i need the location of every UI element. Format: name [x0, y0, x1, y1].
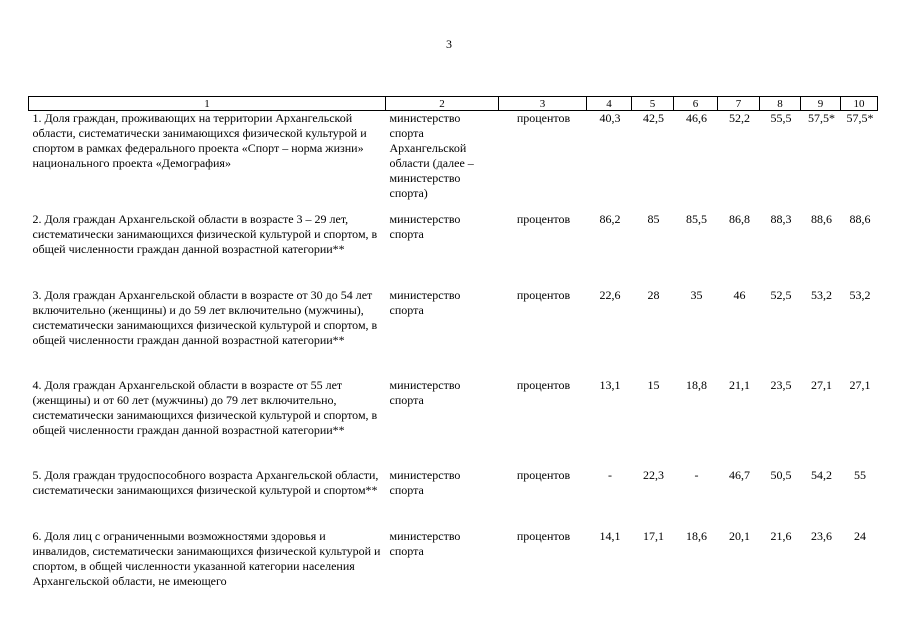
indicator-value: 18,8: [686, 378, 707, 392]
responsible-ministry: министерство спорта: [389, 468, 461, 497]
column-header: 10: [841, 97, 878, 111]
indicator-value: 86,8: [729, 212, 750, 226]
indicator-value: 35: [690, 288, 703, 302]
column-header: 5: [632, 97, 674, 111]
table-row: [29, 212, 878, 288]
indicator-value: 55: [854, 468, 866, 482]
indicator-value: 27,1: [849, 378, 871, 392]
table-row: [29, 111, 878, 213]
indicator-value: 54,2: [811, 468, 832, 482]
indicator-value: 57,5*: [808, 111, 835, 125]
responsible-ministry: министерство спорта Архангельской области (далее – министерство спорта): [389, 111, 474, 200]
table-header-row: [29, 97, 878, 111]
indicator-value: 53,2: [811, 288, 832, 302]
indicator-value: 46: [733, 288, 746, 302]
column-header: 9: [801, 97, 841, 111]
indicator-name: 2. Доля граждан Архангельской области в возрасте 3 – 29 лет, систематически занимающихся физической культурой и спортом, в общей численности граждан данной возрастной категории**: [32, 212, 378, 256]
indicator-value: 55,5: [770, 111, 792, 125]
indicator-value: 88,3: [770, 212, 792, 226]
unit-of-measure: процентов: [516, 288, 571, 302]
unit-of-measure: процентов: [516, 468, 571, 482]
indicator-value: 28: [647, 288, 660, 302]
unit-of-measure: процентов: [516, 378, 571, 392]
indicator-value: 13,1: [599, 378, 621, 392]
indicator-value: 46,6: [686, 111, 707, 125]
column-header: 2: [386, 97, 499, 111]
indicator-value: 17,1: [643, 529, 664, 543]
indicator-value: 52,2: [729, 111, 750, 125]
indicator-value: 24: [854, 529, 866, 543]
responsible-ministry: министерство спорта: [389, 378, 461, 407]
indicator-value: 85,5: [686, 212, 707, 226]
indicator-value: 21,6: [770, 529, 792, 543]
indicator-value: 23,6: [811, 529, 832, 543]
indicator-value: 88,6: [811, 212, 832, 226]
indicator-name: 5. Доля граждан трудоспособного возраста Архангельской области, систематически занимающихся физической культурой и спортом**: [32, 468, 379, 497]
indicator-value: 52,5: [770, 288, 792, 302]
column-header: 3: [499, 97, 587, 111]
table-row: [29, 378, 878, 468]
table-row: [29, 468, 878, 529]
indicator-value: 86,2: [599, 212, 621, 226]
indicator-value: 85: [647, 212, 660, 226]
indicator-value: 22,6: [599, 288, 621, 302]
table-row: [29, 288, 878, 378]
indicator-value: 46,7: [729, 468, 750, 482]
table-row: [29, 529, 878, 589]
indicator-value: 21,1: [729, 378, 750, 392]
indicator-value: 18,6: [686, 529, 707, 543]
indicator-value: 15: [647, 378, 660, 392]
unit-of-measure: процентов: [516, 111, 571, 125]
indicator-value: 14,1: [599, 529, 621, 543]
indicator-value: 23,5: [770, 378, 792, 392]
indicator-value: 20,1: [729, 529, 750, 543]
indicator-value: -: [608, 468, 612, 482]
indicator-value: 53,2: [849, 288, 871, 302]
indicator-value: 57,5*: [846, 111, 874, 125]
column-header: 1: [29, 97, 386, 111]
indicator-value: 88,6: [849, 212, 871, 226]
indicator-value: 42,5: [643, 111, 664, 125]
indicator-name: 6. Доля лиц с ограниченными возможностями здоровья и инвалидов, систематически занимающихся физической культурой и спортом, в общей численности указанной категории населения Архангельской области, не имеющего: [32, 529, 381, 588]
responsible-ministry: министерство спорта: [389, 529, 461, 558]
column-header: 7: [718, 97, 760, 111]
column-header: 8: [760, 97, 801, 111]
indicator-value: 50,5: [770, 468, 792, 482]
indicator-value: -: [694, 468, 699, 482]
unit-of-measure: процентов: [516, 212, 571, 226]
page-number: 3: [446, 37, 452, 51]
indicator-name: 4. Доля граждан Архангельской области в возрасте от 55 лет (женщины) и от 60 лет (мужчины) до 79 лет включительно, систематически занимающихся физической культурой и спортом, в общей численности граждан данной возрастной категории**: [32, 378, 378, 437]
unit-of-measure: процентов: [516, 529, 571, 543]
indicators-table: [28, 96, 878, 589]
indicator-value: 22,3: [643, 468, 664, 482]
indicator-name: 3. Доля граждан Архангельской области в возрасте от 30 до 54 лет включительно (женщины) и до 59 лет включительно (мужчины), систематически занимающихся физической культурой и спортом, в общей численности граждан данной возрастной категории**: [32, 288, 378, 347]
indicator-name: 1. Доля граждан, проживающих на территории Архангельской области, систематически занимающихся физической культурой и спортом в рамках федерального проекта «Спорт – норма жизни» национального проекта «Демография»: [32, 111, 367, 170]
responsible-ministry: министерство спорта: [389, 212, 461, 241]
column-header: 6: [674, 97, 718, 111]
column-header: 4: [587, 97, 632, 111]
indicator-value: 27,1: [811, 378, 832, 392]
indicator-value: 40,3: [599, 111, 621, 125]
responsible-ministry: министерство спорта: [389, 288, 461, 317]
